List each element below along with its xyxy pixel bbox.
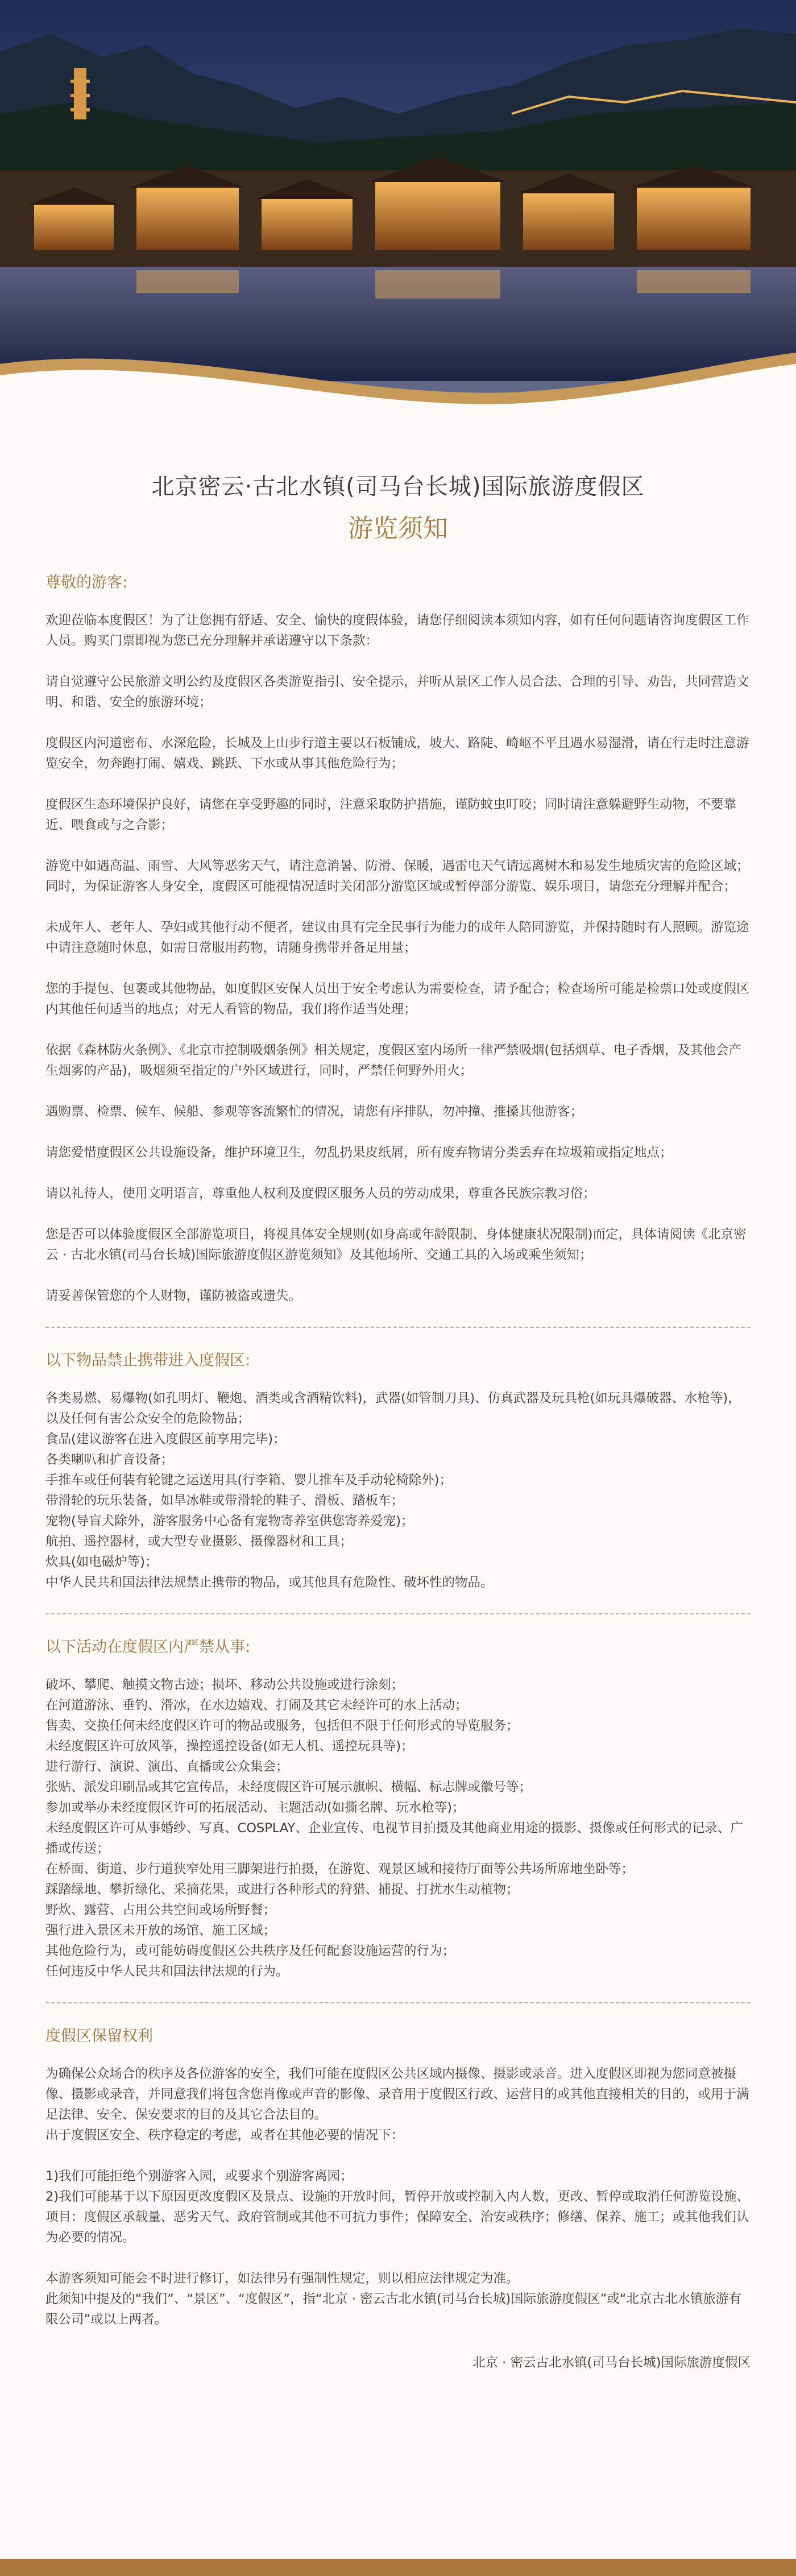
rights-paragraphs [45,2064,751,2330]
paragraph: 您是否可以体验度假区全部游览项目，将视具体安全规则(如身高或年龄限制、身体健康状况限制)而定，具体请阅读《北京密云 · 古北水镇(司马台长城)国际旅游度假区游览须知》及其他场所、交通工具的入场或乘坐须知； [45,1227,747,1262]
paragraph: 您的手提包、包裹或其他物品，如度假区安保人员出于安全考虑认为需要检查，请予配合；检查场所可能是检票口处或度假区内其他任何适当的地点；对无人看管的物品，我们将作适当处理； [45,981,749,1017]
paragraph: 请妥善保管您的个人财物，谨防被盗或遗失。 [45,1289,302,1303]
paragraph: 度假区内河道密布、水深危险，长城及上山步行道主要以石板铺成，坡大、路陡、崎岖不平且遇水易湿滑，请在行走时注意游览安全，勿奔跑打闹、嬉戏、跳跃、下水或从事其他危险行为； [45,736,749,771]
paragraph: 请以礼待人，使用文明语言，尊重他人权利及度假区服务人员的劳动成果，尊重各民族宗教习俗； [45,1186,596,1201]
rights-title: 度假区保留权利 [45,2027,153,2045]
footer-bar [0,2559,796,2576]
list-item: 野炊、露营、占用公共空间或场所野餐； [45,1903,276,1917]
list-item: 航拍、遥控器材，或大型专业摄影、摄像器材和工具； [45,1534,353,1549]
paragraph: 1)我们可能拒绝个别游客入园，或要求个别游客离园； 2)我们可能基于以下原因更改度假区及景点、设施的开放时间，暂停开放或控制入内人数，更改、暂停或取消任何游览设施、项目：度假区承载量、恶劣天气、政府管制或其他不可抗力事件；保障安全、治安或秩序；修缮、保养、施工；或其他我们认为必要的情况。 [45,2169,750,2245]
list-item: 其他危险行为，或可能妨碍度假区公共秩序及任何配套设施运营的行为； [45,1944,455,1958]
list-item: 食品(建议游客在进入度假区前享用完毕)； [45,1432,286,1447]
notice-content [0,573,796,2373]
signature: 北京 · 密云古北水镇(司马台长城)国际旅游度假区 [472,2355,751,2370]
prohibited-items-list [45,1388,751,1593]
section-divider [45,2002,751,2003]
list-item: 张贴、派发印刷品或其它宣传品，未经度假区许可展示旗帜、横幅、标志牌或徽号等； [45,1780,532,1795]
list-item: 中华人民共和国法律法规禁止携带的物品，或其他具有危险性、破坏性的物品。 [45,1575,494,1590]
list-item: 未经度假区许可从事婚纱、写真、COSPLAY、企业宣传、电视节目拍摄及其他商业用途的摄影、摄像或任何形式的记录、广播或传送； [45,1821,743,1856]
section-divider [45,1613,751,1614]
list-item: 售卖、交换任何未经度假区许可的物品或服务，包括但不限于任何形式的导览服务； [45,1718,519,1733]
list-item: 参加或举办未经度假区许可的拓展活动、主题活动(如撕名牌、玩水枪等)； [45,1800,465,1815]
hero-banner [0,0,796,432]
intro-paragraphs [45,610,751,1306]
list-item: 带滑轮的玩乐装备，如旱冰鞋或带滑轮的鞋子、滑板、踏板车； [45,1493,404,1508]
list-item: 任何违反中华人民共和国法律法规的行为。 [45,1964,289,1979]
paragraph: 依据《森林防火条例》、《北京市控制吸烟条例》相关规定，度假区室内场所一律严禁吸烟(包括烟草、电子香烟，及其他会产生烟雾的产品)，吸烟须至指定的户外区域进行，同时，严禁任何野外用火； [45,1043,741,1078]
list-item: 在桥面、街道、步行道狭窄处用三脚架进行拍摄，在游览、观景区域和接待厅面等公共场所席地坐卧等； [45,1862,635,1877]
section-divider [45,1327,751,1328]
paragraph: 请自觉遵守公民旅游文明公约及度假区各类游览指引、安全提示，并听从景区工作人员合法、合理的引导、劝告，共同营造文明、和谐、安全的旅游环境； [45,674,749,710]
list-item: 手推车或任何装有轮键之运送用具(行李箱、婴儿推车及手动轮椅除外)； [45,1473,453,1488]
list-item: 进行游行、演说、演出、直播或公众集会； [45,1759,289,1774]
list-item: 宠物(导盲犬除外，游客服务中心备有宠物寄养室供您寄养爱宠)； [45,1514,414,1529]
paragraph: 本游客须知可能会不时进行修订，如法律另有强制性规定，则以相应法律规定为准。 此须知中提及的“我们”、“景区”、“度假区”，指“北京 · 密云古北水镇(司马台长城)国际旅游度假区”或“北京古北水镇旅游有限公司”或以上两者。 [45,2271,741,2327]
prohibited-activities-title: 以下活动在度假区内严禁从事: [45,1638,251,1656]
prohibited-activities-list [45,1675,751,1982]
night-scenery-image [0,0,796,432]
list-item: 强行进入景区未开放的场馆、施工区域； [45,1923,276,1938]
greeting: 尊敬的游客: [45,574,128,591]
list-item: 炊具(如电磁炉等)； [45,1555,158,1569]
list-item: 破坏、攀爬、触摸文物古迹；损坏、移动公共设施或进行涂刻； [45,1678,404,1692]
paragraph: 请您爱惜度假区公共设施设备，维护环境卫生，勿乱扔果皮纸屑，所有废弃物请分类丢弃在垃圾箱或指定地点； [45,1145,673,1160]
list-item: 各类喇叭和扩音设备； [45,1452,174,1467]
page-subtitle: 游览须知 [348,514,448,543]
list-item: 未经度假区许可放风筝，操控遥控设备(如无人机、遥控玩具等)； [45,1739,414,1754]
paragraph: 欢迎莅临本度假区！为了让您拥有舒适、安全、愉快的度假体验，请您仔细阅读本须知内容，如有任何问题请咨询度假区工作人员。购买门票即视为您已充分理解并承诺遵守以下条款： [45,613,749,648]
paragraph: 为确保公众场合的秩序及各位游客的安全，我们可能在度假区公共区域内摄像、摄影或录音。进入度假区即视为您同意被摄像、摄影或录音，并同意我们将包含您肖像或声音的影像、录音用于度假区行政、运营目的或其他直接相关的目的，或用于满足法律、安全、保安要求的目的及其它合法目的。 出于度假区安全、秩序稳定的考虑，或者在其他必要的情况下： [45,2066,749,2143]
list-item: 在河道游泳、垂钓、滑冰，在水边嬉戏、打闹及其它未经许可的水上活动； [45,1698,468,1713]
paragraph: 遇购票、检票、候车、候船、参观等客流繁忙的情况，请您有序排队，勿冲撞、推搡其他游客； [45,1104,583,1119]
paragraph: 未成年人、老年人、孕妇或其他行动不便者，建议由具有完全民事行为能力的成年人陪同游览，并保持随时有人照顾。游览途中请注意随时休息，如需日常服用药物，请随身携带并备足用量； [45,920,749,955]
prohibited-items-title: 以下物品禁止携带进入度假区: [45,1352,251,1369]
page-title: 北京密云·古北水镇(司马台长城)国际旅游度假区 [151,474,645,500]
list-item: 踩踏绿地、攀折绿化、采摘花果，或进行各种形式的狩猎、捕捉、打扰水生动植物； [45,1882,519,1897]
list-item: 各类易燃、易爆物(如孔明灯、鞭炮、酒类或含酒精饮料)，武器(如管制刀具)、仿真武器及玩具枪(如玩具爆破器、水枪等)，以及任何有害公众安全的危险物品； [45,1391,741,1426]
paragraph: 度假区生态环境保护良好，请您在享受野趣的同时，注意采取防护措施，谨防蚊虫叮咬；同时请注意躲避野生动物，不要靠近、喂食或与之合影； [45,797,737,833]
paragraph: 游览中如遇高温、雨雪、大风等恶劣天气，请注意消暑、防滑、保暖，遇雷电天气请远离树木和易发生地质灾害的危险区域；同时，为保证游客人身安全，度假区可能视情况适时关闭部分游览区域或暂停部分游览、娱乐项目，请您充分理解并配合； [45,859,749,894]
